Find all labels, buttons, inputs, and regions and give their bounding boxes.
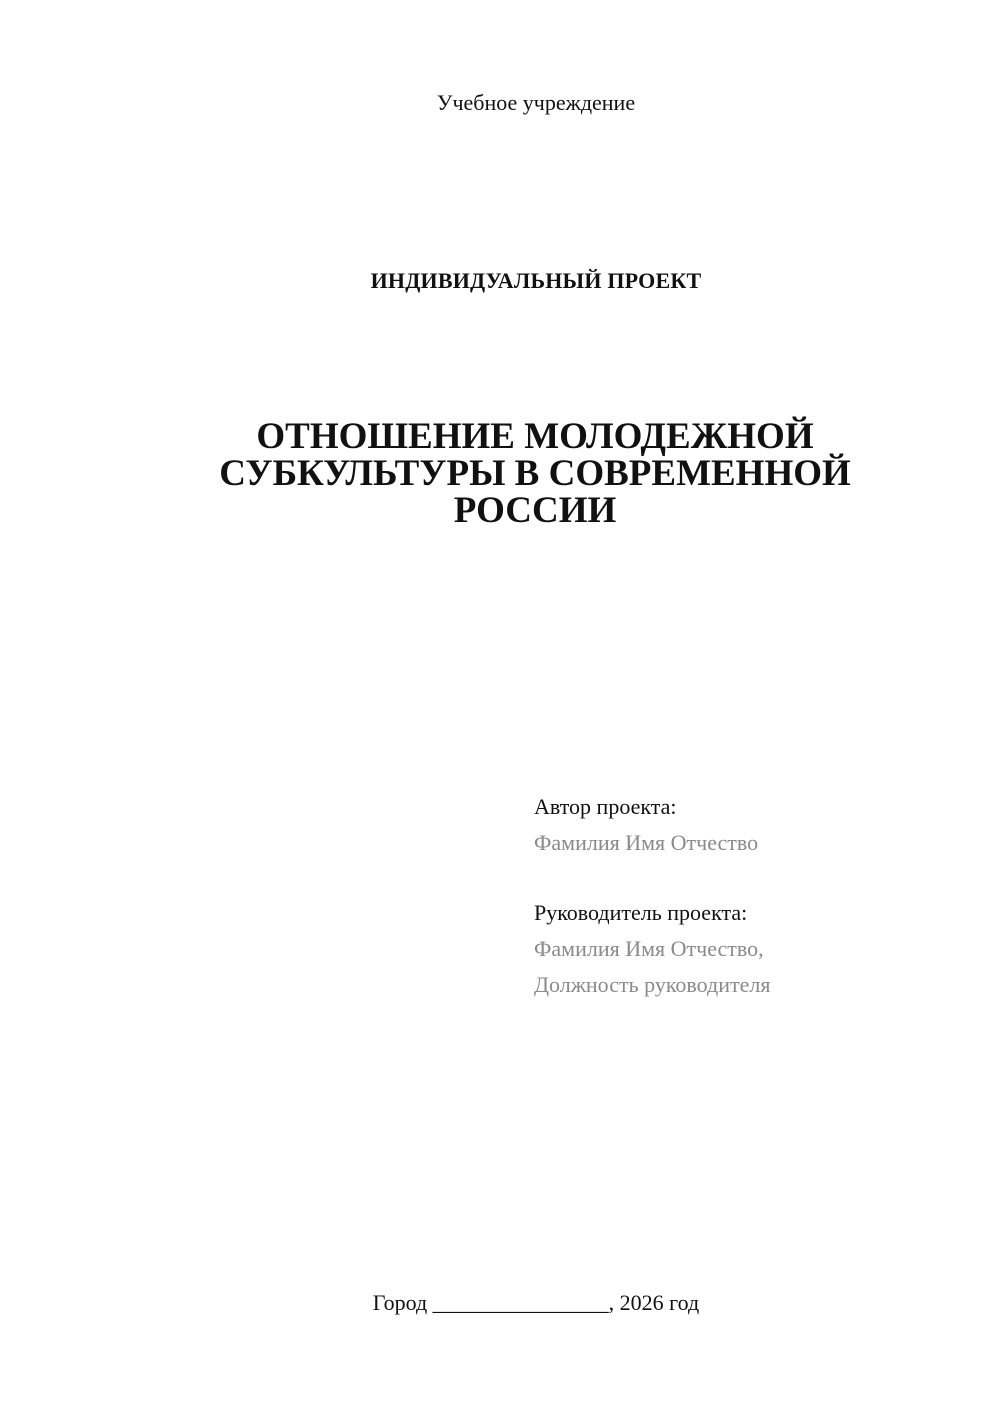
project-title bbox=[150, 418, 920, 529]
supervisor-position: Должность руководителя bbox=[534, 972, 771, 997]
institution-name: Учебное учреждение bbox=[436, 90, 636, 115]
author-name: Фамилия Имя Отчество bbox=[534, 830, 759, 855]
supervisor-label: Руководитель проекта: bbox=[534, 900, 748, 925]
project-title-line: РОССИИ bbox=[453, 490, 617, 531]
project-title-line: СУБКУЛЬТУРЫ В СОВРЕМЕННОЙ bbox=[219, 453, 851, 494]
author-label: Автор проекта: bbox=[534, 794, 677, 819]
supervisor-name: Фамилия Имя Отчество, bbox=[534, 936, 764, 961]
project-title-line: ОТНОШЕНИЕ МОЛОДЕЖНОЙ bbox=[256, 416, 814, 457]
project-info-block bbox=[534, 789, 974, 1003]
document-type: ИНДИВИДУАЛЬНЫЙ ПРОЕКТ bbox=[370, 268, 702, 293]
info-spacer bbox=[534, 861, 974, 895]
city-year-line: Город ________________, 2026 год bbox=[372, 1290, 700, 1315]
